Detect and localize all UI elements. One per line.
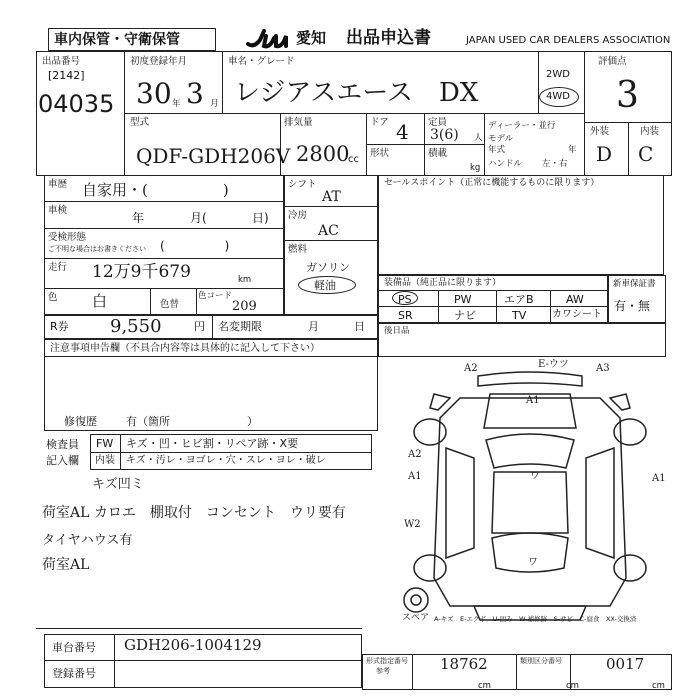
brand-name: 愛知 xyxy=(296,29,327,47)
model-label: 型式 xyxy=(130,117,150,128)
chassis-label: 車台番号 xyxy=(52,641,96,654)
first-reg-label: 初度登録年月 xyxy=(130,56,188,67)
chassis-value: GDH206-1004129 xyxy=(124,636,262,654)
inspector-row1-tag: FW xyxy=(96,437,114,450)
damage-mark-3: A3 xyxy=(596,363,610,374)
car-name-value: レジアスエース DX xyxy=(234,78,479,108)
inspector-label1: 検査員 xyxy=(46,438,79,451)
damage-mark-9: A1 xyxy=(652,473,666,484)
capacity-unit: 人 xyxy=(474,133,483,143)
inspection-label: 車検 xyxy=(48,205,68,216)
type-number-ref: 参考 xyxy=(376,667,390,675)
equipment-item-seat: カワシート xyxy=(552,309,602,320)
shift-label: シフト xyxy=(288,179,317,190)
mileage-label: 走行 xyxy=(48,262,68,273)
type-number-value: 18762 xyxy=(440,655,488,673)
inspector-row2-tag: 内装 xyxy=(95,455,115,466)
dealer-line4: ハンドル xyxy=(488,159,523,169)
drive-4wd: 4WD xyxy=(546,91,570,102)
inspector-label2: 記入欄 xyxy=(46,454,79,467)
exterior-label: 外装 xyxy=(590,126,610,137)
accept-note: ご不明な場合はお書きください xyxy=(48,245,146,253)
warranty-value: 有・無 xyxy=(614,299,651,313)
shift-value: AT xyxy=(322,189,341,205)
name-change-month: 月 xyxy=(308,320,319,333)
score-value: 3 xyxy=(616,75,639,116)
dealer-line2: モデル xyxy=(488,134,514,144)
equipment-item-navi: ナビ xyxy=(454,309,476,322)
name-change-day: 日 xyxy=(354,320,365,333)
storage-box xyxy=(48,28,216,51)
size-len-unit: cm xyxy=(478,681,491,691)
interior-value: C xyxy=(638,142,654,166)
equipment-item-aw: AW xyxy=(566,293,584,306)
fuel-gas: ガソリン xyxy=(306,261,350,274)
fuel-light-oil: 軽油 xyxy=(314,279,336,292)
accept-label: 受検形態 xyxy=(48,232,87,243)
color-code-value: 209 xyxy=(232,299,257,314)
damage-mark-4: A1 xyxy=(526,395,540,406)
equipment-label: 装備品（純正品に限ります） xyxy=(384,278,502,288)
notice-label: 注意事項申告欄（不具合内容等は具体的に記入して下さい） xyxy=(50,343,320,354)
doors-label: ドア xyxy=(370,117,389,128)
first-reg-year: 30 xyxy=(136,77,172,110)
equipment-ps-circle xyxy=(392,291,418,305)
note-line-3: タイヤハウス有 xyxy=(42,533,133,548)
inspector-row2: キズ・汚レ・ヨゴレ・穴・スレ・ヨレ・破レ xyxy=(126,455,326,466)
dealer-year-unit: 年 xyxy=(568,145,577,155)
recycle-block xyxy=(44,315,378,339)
inspection-month: 月( xyxy=(190,211,207,225)
damage-mark-7: ワ xyxy=(530,471,540,482)
recycle-value: 9,550 xyxy=(110,316,162,337)
equipment-item-sr: SR xyxy=(398,309,413,322)
association-name: JAPAN USED CAR DEALERS ASSOCIATION xyxy=(466,35,671,46)
note-line-1: キズ凹ミ xyxy=(92,477,144,492)
first-reg-month: 3 xyxy=(186,77,204,110)
warranty-label: 新車保証書 xyxy=(613,279,656,289)
dealer-handle-options: 左・右 xyxy=(542,159,568,169)
dealer-line3: 年式 xyxy=(488,145,506,155)
repair-value: 有（箇所 ） xyxy=(126,415,258,428)
damage-mark-6: A1 xyxy=(408,471,422,482)
model-value: QDF-GDH206V xyxy=(136,144,291,168)
damage-mark-8: W2 xyxy=(404,519,421,530)
size-h-unit: cm xyxy=(652,681,665,691)
capacity-value: 3(6) xyxy=(430,127,459,143)
size-w-unit: cm xyxy=(566,681,579,691)
inspection-year: 年 xyxy=(132,211,145,225)
registration-label: 登録番号 xyxy=(52,667,96,680)
damage-mark-2: E-ウツ xyxy=(538,359,569,370)
equipment-item-pw: PW xyxy=(454,293,472,306)
type-number-label2: 類別区分番号 xyxy=(520,657,562,665)
fuel-label: 燃料 xyxy=(288,244,308,255)
repair-label: 修復歴 xyxy=(64,415,97,428)
type-number-value2: 0017 xyxy=(606,655,645,673)
inspector-row1: キズ・凹・ヒビ割・リペア跡・X要 xyxy=(126,437,299,450)
lot-label: 出品番号 xyxy=(42,56,81,67)
selling-points-block xyxy=(378,175,664,275)
load-unit: kg xyxy=(470,163,481,173)
post-entry-block xyxy=(378,323,666,357)
color-tone-label: 色替 xyxy=(160,299,180,310)
lot-sub-number: [2142] xyxy=(48,69,85,82)
displacement-value: 2800 xyxy=(296,142,350,166)
note-line-2: 荷室AL カロエ 棚取付 コンセント ウリ要有 xyxy=(42,505,346,521)
type-number-label: 形式指定番号 xyxy=(366,657,408,665)
mileage-value: 12万9千679 xyxy=(92,262,191,282)
damage-legend: A-キズ E-エクボ U-凹み W-補修跡 S-サビ C-腐食 XX-交換済 xyxy=(434,615,637,623)
capacity-label: 定員 xyxy=(428,117,448,128)
doors-value: 4 xyxy=(396,120,409,144)
first-reg-year-unit: 年 xyxy=(172,99,181,109)
shape-label: 形状 xyxy=(370,148,390,159)
damage-mark-5: A2 xyxy=(408,449,422,460)
spare-label: スペア xyxy=(402,613,430,623)
damage-mark-1: A2 xyxy=(464,363,478,374)
lot-number: 04035 xyxy=(38,90,115,118)
post-entry-label: 後日品 xyxy=(384,326,410,336)
equipment-item-ps: PS xyxy=(398,293,412,306)
equipment-item-tv: TV xyxy=(512,309,527,322)
first-reg-month-unit: 月 xyxy=(210,99,219,109)
score-label: 評価点 xyxy=(598,56,627,67)
color-value: 白 xyxy=(92,292,108,310)
recycle-label: R券 xyxy=(50,320,69,333)
equipment-item-airbag: エアB xyxy=(504,293,534,306)
color-code-label: 色コード xyxy=(198,291,233,301)
drive-2wd: 2WD xyxy=(546,69,570,80)
brand-logo xyxy=(246,28,294,50)
accept-paren: ( ) xyxy=(160,239,230,253)
inspection-day: 日) xyxy=(252,211,269,225)
storage-label: 車内保管・守衛保管 xyxy=(54,32,180,48)
form-title: 出品申込書 xyxy=(346,28,431,48)
history-value: 自家用・( ) xyxy=(82,181,229,199)
mileage-unit: km xyxy=(238,275,252,285)
dealer-line1: ディーラー・並行 xyxy=(488,121,556,131)
selling-points-label: セールスポイント（正常に機能するものに限ります） xyxy=(384,178,600,188)
color-label: 色 xyxy=(48,292,58,303)
note-line-4: 荷室AL xyxy=(42,557,90,573)
car-name-label: 車名・グレード xyxy=(228,56,295,67)
displacement-unit: cc xyxy=(348,154,359,165)
name-change-label: 名変期限 xyxy=(218,320,262,333)
recycle-unit: 円 xyxy=(194,320,205,333)
brand-logo-icon xyxy=(246,28,294,50)
cooler-value: AC xyxy=(318,223,339,239)
damage-mark-10: ワ xyxy=(528,557,538,568)
history-label: 車歴 xyxy=(48,179,68,190)
exterior-value: D xyxy=(596,142,613,166)
displacement-label: 排気量 xyxy=(284,117,313,128)
cooler-label: 冷房 xyxy=(288,210,308,221)
interior-label: 内装 xyxy=(640,126,660,137)
load-label: 積載 xyxy=(428,148,448,159)
